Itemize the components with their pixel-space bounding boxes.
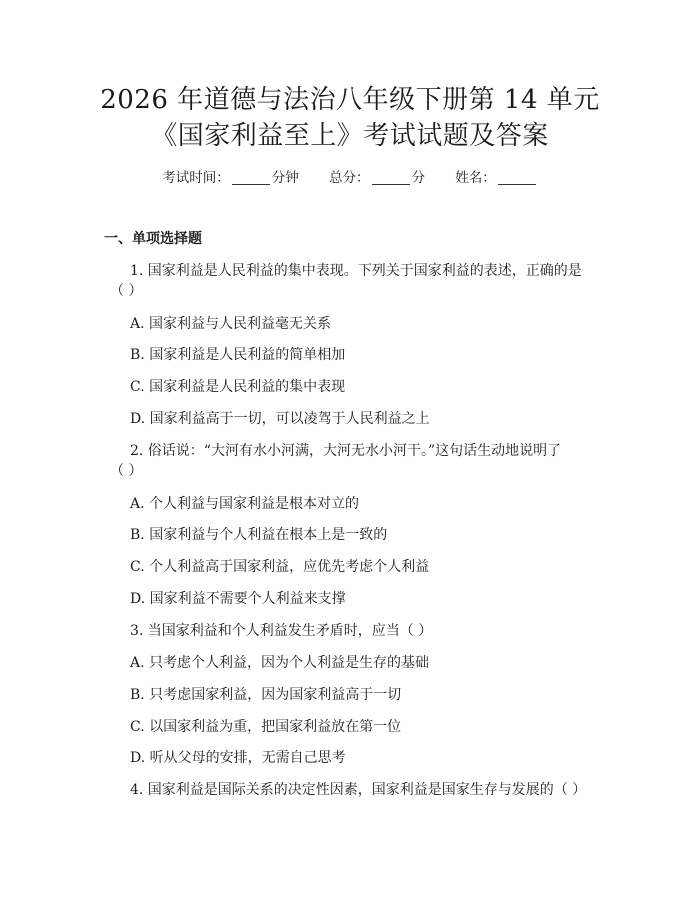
page-title-line-2: 《国家利益至上》考试试题及答案: [151, 121, 549, 151]
section-heading: 一、单项选择题: [104, 231, 202, 247]
exam-time-label: 考试时间：: [162, 170, 230, 186]
question-2-option-a[interactable]: A. 个人利益与国家利益是根本对立的: [130, 496, 360, 512]
question-2-option-c[interactable]: C. 个人利益高于国家利益，应优先考虑个人利益: [130, 559, 430, 575]
question-3-option-c[interactable]: C. 以国家利益为重，把国家利益放在第一位: [130, 719, 402, 735]
total-score-blank[interactable]: [372, 170, 410, 185]
question-2-stem-cont: （ ）: [110, 463, 143, 479]
question-3-stem: 3. 当国家利益和个人利益发生矛盾时，应当（ ）: [130, 623, 433, 639]
question-4-stem: 4. 国家利益是国际关系的决定性因素，国家利益是国家生存与发展的（ ）: [130, 782, 587, 798]
question-2-option-b[interactable]: B. 国家利益与个人利益在根本上是一致的: [130, 527, 388, 543]
total-score-unit: 分: [411, 170, 425, 186]
exam-info-row: [0, 168, 700, 188]
page-title-line-1: 2026 年道德与法治八年级下册第 14 单元: [100, 85, 600, 115]
exam-time-blank[interactable]: [232, 170, 270, 185]
name-label: 姓名：: [455, 170, 496, 186]
question-1-option-c[interactable]: C. 国家利益是人民利益的集中表现: [130, 379, 346, 395]
question-1-option-d[interactable]: D. 国家利益高于一切，可以凌驾于人民利益之上: [130, 411, 430, 427]
question-3-option-a[interactable]: A. 只考虑个人利益，因为个人利益是生存的基础: [130, 655, 430, 671]
question-2-option-d[interactable]: D. 国家利益不需要个人利益来支撑: [130, 591, 346, 607]
question-1-option-b[interactable]: B. 国家利益是人民利益的简单相加: [130, 347, 346, 363]
question-3-option-b[interactable]: B. 只考虑国家利益，因为国家利益高于一切: [130, 687, 402, 703]
question-1-stem-cont: （ ）: [110, 283, 143, 299]
exam-time-unit: 分钟: [271, 170, 299, 186]
question-3-option-d[interactable]: D. 听从父母的安排，无需自己思考: [130, 750, 346, 766]
name-blank[interactable]: [498, 170, 536, 185]
total-score-label: 总分：: [329, 170, 370, 186]
question-1-stem: 1. 国家利益是人民利益的集中表现。下列关于国家利益的表述，正确的是: [130, 263, 582, 279]
question-1-option-a[interactable]: A. 国家利益与人民利益毫无关系: [130, 316, 332, 332]
question-2-stem: 2. 俗话说：“大河有水小河满，大河无水小河干。”这句话生动地说明了: [130, 443, 562, 459]
